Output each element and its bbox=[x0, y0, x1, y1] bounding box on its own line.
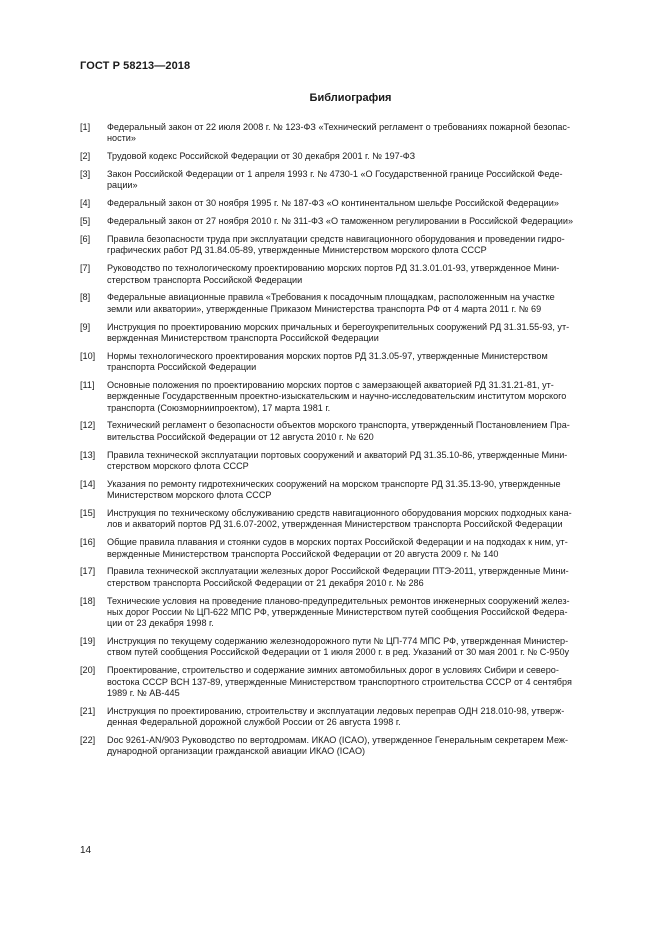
entry-text-line: Трудовой кодекс Российской Федерации от 30 декабря 2001 г. № 197-ФЗ bbox=[107, 151, 416, 162]
entry-text-line: Технический регламент о безопасности объектов морского транспорта, утвержденный Постановлением Пра- bbox=[107, 420, 570, 431]
entry-number: [5] bbox=[80, 216, 91, 227]
entry-text-line: вительства Российской Федерации от 12 августа 2010 г. № 620 bbox=[107, 431, 374, 442]
entry-text-line: Проектирование, строительство и содержание зимних автомобильных дорог в условиях Сибири и северо- bbox=[107, 665, 559, 676]
entry-text-line: Общие правила плавания и стоянки судов в морских портах Российской Федерации и на подходах к ним, ут- bbox=[107, 537, 568, 548]
entry-text bbox=[107, 596, 618, 630]
entry-text-line: Основные положения по проектированию морских портов с замерзающей акваторией РД 31.31.21-81, ут- bbox=[107, 379, 554, 390]
entry-text-line: денная Федеральной дорожной службой России от 26 августа 1998 г. bbox=[107, 717, 401, 728]
entry-text bbox=[107, 151, 618, 162]
entry-text-line: Правила технической эксплуатации железных дорог Российской Федерации ПТЭ-2011, утвержденные Мини- bbox=[107, 566, 569, 577]
entry-text-line: транспорта (Союзморниипроектом), 17 марта 1981 г. bbox=[107, 402, 331, 413]
bibliography-entry bbox=[80, 292, 618, 315]
bibliography-entry bbox=[80, 198, 618, 209]
bibliography-entry bbox=[80, 508, 618, 531]
entry-text-line: вержденные Министерством транспорта Российской Федерации от 20 августа 2009 г. № 140 bbox=[107, 548, 499, 559]
entry-number: [14] bbox=[80, 478, 96, 489]
document-standard-code: ГОСТ Р 58213—2018 bbox=[80, 60, 191, 72]
entry-number: [12] bbox=[80, 420, 96, 431]
entry-text bbox=[107, 706, 618, 729]
entry-text-line: Правила технической эксплуатации портовых сооружений и акваторий РД 31.35.10-86, утвержденные Мини- bbox=[107, 449, 568, 460]
entry-text-line: Правила безопасности труда при эксплуатации средств навигационного оборудования и проведении гидро- bbox=[107, 234, 565, 245]
bibliography-entry bbox=[80, 380, 618, 414]
entry-text-line: лов и акваторий портов РД 31.6.07-2002, утвержденная Министерством транспорта Российской Федерации bbox=[107, 519, 563, 530]
bibliography-list bbox=[80, 122, 618, 764]
entry-number: [3] bbox=[80, 169, 91, 180]
entry-text bbox=[107, 537, 618, 560]
entry-number: [8] bbox=[80, 292, 91, 303]
entry-text bbox=[107, 508, 618, 531]
entry-text-line: Инструкция по текущему содержанию железнодорожного пути № ЦП-774 МПС РФ, утвержденная Министер- bbox=[107, 636, 569, 647]
bibliography-entry bbox=[80, 566, 618, 589]
entry-text bbox=[107, 351, 618, 374]
bibliography-entry bbox=[80, 479, 618, 502]
entry-number: [18] bbox=[80, 595, 96, 606]
entry-text-line: Инструкция по проектированию морских причальных и берегоукрепительных сооружений РД 31.31.55-93, ут- bbox=[107, 321, 570, 332]
bibliography-entry bbox=[80, 322, 618, 345]
entry-number: [9] bbox=[80, 321, 91, 332]
entry-number: [15] bbox=[80, 508, 96, 519]
page-number: 14 bbox=[80, 845, 92, 856]
entry-text-line: ции от 23 декабря 1998 г. bbox=[107, 618, 214, 629]
bibliography-entry bbox=[80, 735, 618, 758]
entry-number: [21] bbox=[80, 705, 96, 716]
section-title: Библиография bbox=[309, 92, 392, 104]
entry-text-line: транспорта Российской Федерации bbox=[107, 362, 257, 373]
entry-number: [17] bbox=[80, 566, 96, 577]
bibliography-entry bbox=[80, 706, 618, 729]
entry-text bbox=[107, 122, 618, 145]
entry-text bbox=[107, 292, 618, 315]
entry-number: [2] bbox=[80, 151, 91, 162]
bibliography-entry bbox=[80, 420, 618, 443]
entry-number: [6] bbox=[80, 234, 91, 245]
entry-text-line: Нормы технологического проектирования морских портов РД 31.3.05-97, утвержденные Министерством bbox=[107, 350, 548, 361]
entry-number: [22] bbox=[80, 734, 96, 745]
bibliography-entry bbox=[80, 636, 618, 659]
entry-number: [7] bbox=[80, 263, 91, 274]
entry-text-line: Федеральные авиационные правила «Требования к посадочным площадкам, расположенным на участке bbox=[107, 292, 555, 303]
entry-number: [1] bbox=[80, 122, 91, 132]
entry-text bbox=[107, 263, 618, 286]
bibliography-entry bbox=[80, 234, 618, 257]
entry-text bbox=[107, 234, 618, 257]
entry-text-line: Министерством морского флота СССР bbox=[107, 490, 272, 501]
entry-text-line: графических работ РД 31.84.05-89, утвержденные Министерством морского флота СССР bbox=[107, 245, 487, 256]
entry-text-line: стерством морского флота СССР bbox=[107, 460, 249, 471]
bibliography-entry bbox=[80, 596, 618, 630]
entry-text-line: Инструкция по техническому обслуживанию средств навигационного оборудования морских подходных кана- bbox=[107, 508, 572, 519]
entry-number: [19] bbox=[80, 636, 96, 647]
entry-text-line: стерством транспорта Российской Федерации bbox=[107, 274, 303, 285]
bibliography-entry bbox=[80, 537, 618, 560]
bibliography-entry bbox=[80, 450, 618, 473]
entry-text bbox=[107, 665, 618, 699]
bibliography-entry bbox=[80, 263, 618, 286]
entry-number: [11] bbox=[80, 379, 95, 390]
bibliography-entry bbox=[80, 151, 618, 162]
entry-text-line: ных дорог России № ЦП-622 МПС РФ, утвержденные Министерством путей сообщения Российской Федера- bbox=[107, 606, 568, 617]
entry-number: [4] bbox=[80, 198, 91, 209]
entry-text-line: 1989 г. № АВ-445 bbox=[107, 687, 180, 698]
entry-text-line: земли или акватории», утвержденные Приказом Министерства транспорта РФ от 4 марта 2011 г. № 69 bbox=[107, 303, 542, 314]
entry-text bbox=[107, 322, 618, 345]
entry-text-line: ством путей сообщения Российской Федерации от 1 июля 2000 г. в ред. Указаний от 30 мая 2001 г. № С-950у bbox=[107, 647, 570, 658]
bibliography-entry bbox=[80, 122, 618, 145]
entry-number: [13] bbox=[80, 449, 96, 460]
entry-text bbox=[107, 380, 618, 414]
entry-text bbox=[107, 636, 618, 659]
entry-number: [20] bbox=[80, 665, 96, 676]
entry-text-line: Федеральный закон от 30 ноября 1995 г. № 187-ФЗ «О континентальном шельфе Российской Федерации» bbox=[107, 198, 559, 209]
entry-text-line: Инструкция по проектированию, строительству и эксплуатации ледовых переправ ОДН 218.010-98, утверж- bbox=[107, 705, 565, 716]
entry-text-line: вержденные Государственным проектно-изыскательским и научно-исследовательским институтом морского bbox=[107, 391, 567, 402]
entry-text bbox=[107, 450, 618, 473]
entry-text bbox=[107, 479, 618, 502]
entry-text bbox=[107, 566, 618, 589]
entry-text-line: Doc 9261-AN/903 Руководство по вертодромам. ИКАО (ICAO), утвержденное Генеральным секретарем Меж- bbox=[107, 734, 569, 745]
entry-text bbox=[107, 735, 618, 758]
entry-text-line: дународной организации гражданской авиации ИКАО (ICAO) bbox=[107, 746, 366, 757]
bibliography-entry bbox=[80, 169, 618, 192]
entry-text bbox=[107, 198, 618, 209]
bibliography-entry bbox=[80, 665, 618, 699]
entry-text-line: стерством транспорта Российской Федерации от 21 декабря 2010 г. № 286 bbox=[107, 577, 424, 588]
entry-text-line: рации» bbox=[107, 180, 138, 191]
entry-text-line: ности» bbox=[107, 133, 136, 144]
entry-text-line: Федеральный закон от 27 ноября 2010 г. № 311-ФЗ «О таможенном регулировании в Российской Федерации» bbox=[107, 216, 574, 227]
entry-text bbox=[107, 420, 618, 443]
bibliography-entry bbox=[80, 216, 618, 227]
entry-text bbox=[107, 169, 618, 192]
entry-text-line: вержденная Министерством транспорта Российской Федерации bbox=[107, 332, 379, 343]
entry-text-line: Руководство по технологическому проектированию морских портов РД 31.3.01.01-93, утвержденное Мини- bbox=[107, 263, 560, 274]
entry-text bbox=[107, 216, 618, 227]
entry-text-line: Технические условия на проведение планово-предупредительных ремонтов инженерных сооружений желез- bbox=[107, 595, 570, 606]
entry-text-line: Федеральный закон от 22 июля 2008 г. № 123-ФЗ «Технический регламент о требованиях пожарной безопас- bbox=[107, 122, 571, 132]
entry-number: [16] bbox=[80, 537, 96, 548]
entry-text-line: Указания по ремонту гидротехнических сооружений на морском транспорте РД 31.35.13-90, утвержденные bbox=[107, 478, 561, 489]
entry-text-line: Закон Российской Федерации от 1 апреля 1993 г. № 4730-1 «О Государственной границе Российской Феде- bbox=[107, 169, 563, 180]
entry-text-line: востока СССР ВСН 137-89, утвержденные Министерством транспортного строительства СССР от 4 сентября bbox=[107, 676, 572, 687]
entry-number: [10] bbox=[80, 350, 96, 361]
bibliography-entry bbox=[80, 351, 618, 374]
